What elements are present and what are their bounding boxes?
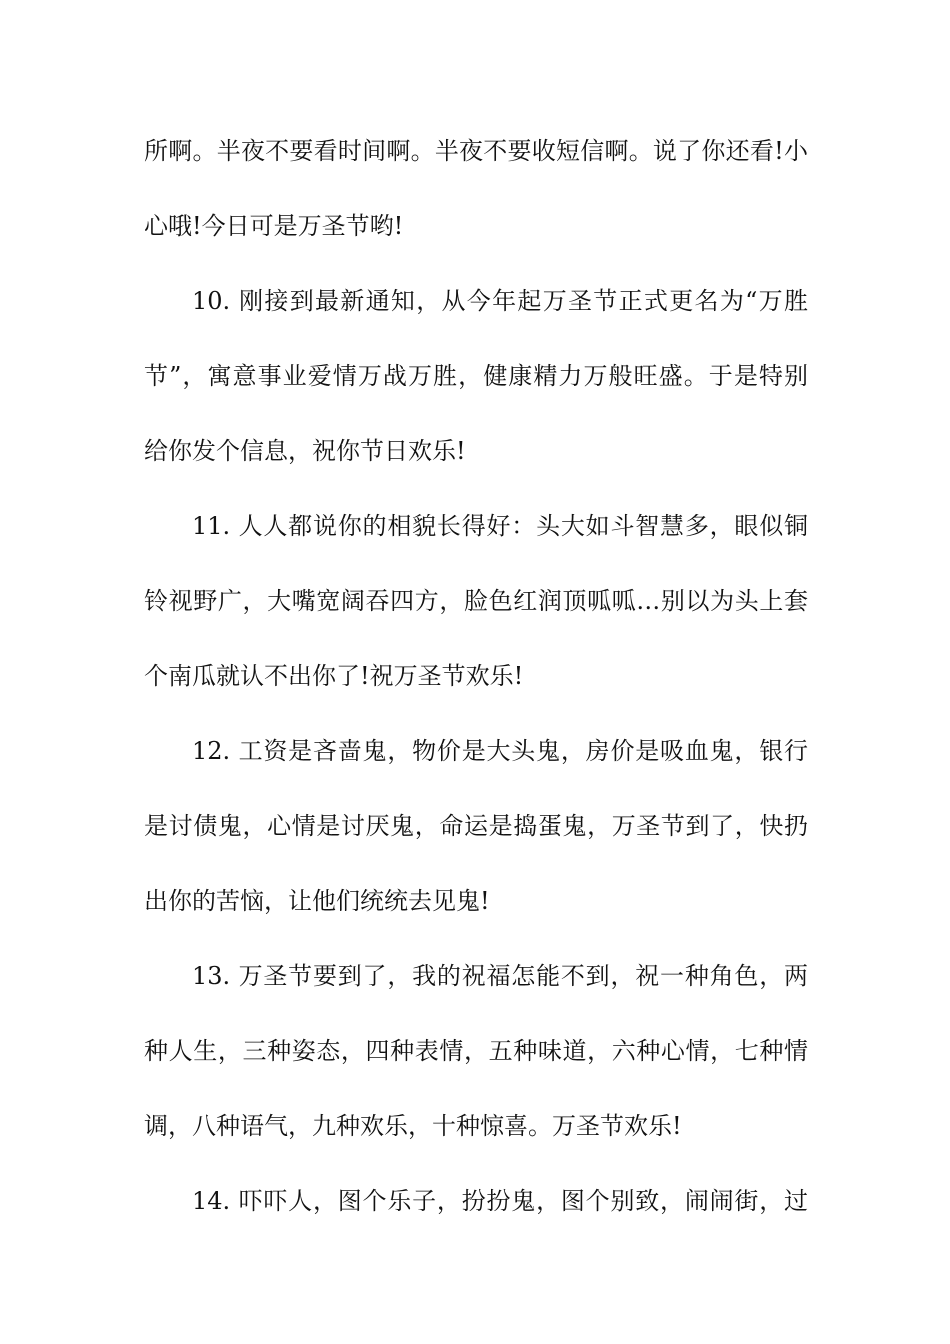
paragraph-line: 节”，寓意事业爱情万战万胜，健康精力万般旺盛。于是特别 (144, 362, 808, 390)
paragraph-line: 给你发个信息，祝你节日欢乐! (144, 437, 466, 465)
paragraph-line: 11. 人人都说你的相貌长得好：头大如斗智慧多，眼似铜 (192, 512, 808, 540)
paragraph-line: 个南瓜就认不出你了!祝万圣节欢乐! (144, 662, 524, 690)
paragraph-line: 所啊。半夜不要看时间啊。半夜不要收短信啊。说了你还看!小 (144, 137, 808, 165)
paragraph-line: 13. 万圣节要到了，我的祝福怎能不到，祝一种角色，两 (192, 962, 808, 990)
paragraph-line: 出你的苦恼，让他们统统去见鬼! (144, 887, 490, 915)
paragraph-line: 是讨债鬼，心情是讨厌鬼，命运是捣蛋鬼，万圣节到了，快扔 (144, 812, 808, 840)
paragraph-line: 种人生，三种姿态，四种表情，五种味道，六种心情，七种情 (144, 1037, 808, 1065)
paragraph-line: 铃视野广，大嘴宽阔吞四方，脸色红润顶呱呱…别以为头上套 (144, 587, 808, 615)
paragraph-line: 12. 工资是吝啬鬼，物价是大头鬼，房价是吸血鬼，银行 (192, 737, 808, 765)
paragraph-line: 调，八种语气，九种欢乐，十种惊喜。万圣节欢乐! (144, 1112, 682, 1140)
paragraph-line: 心哦!今日可是万圣节哟! (144, 212, 404, 240)
paragraph-line: 14. 吓吓人，图个乐子，扮扮鬼，图个别致，闹闹街，过 (192, 1187, 808, 1215)
paragraph-line: 10. 刚接到最新通知，从今年起万圣节正式更名为“万胜 (192, 287, 808, 315)
